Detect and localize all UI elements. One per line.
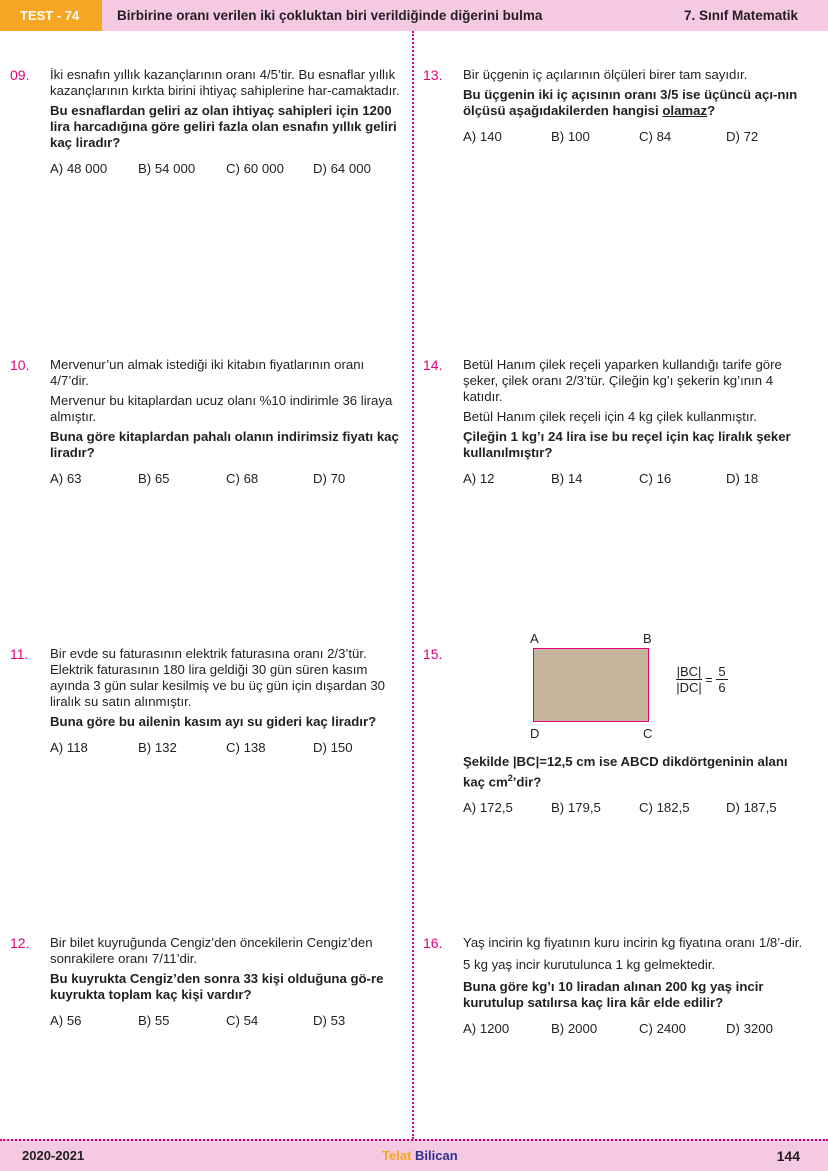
question-09 bbox=[10, 67, 400, 179]
option-b[interactable]: B) 100 bbox=[551, 129, 590, 144]
option-a[interactable]: A) 12 bbox=[463, 471, 495, 486]
answer-options bbox=[463, 1021, 813, 1039]
question-text: Mervenur bu kitaplardan ucuz olanı %10 indirimle 36 liraya almıştır. bbox=[50, 393, 393, 424]
page-header bbox=[0, 0, 828, 31]
page-footer bbox=[0, 1139, 828, 1171]
option-d[interactable]: D) 64 000 bbox=[313, 161, 371, 176]
question-text: Betül Hanım çilek reçeli için 4 kg çilek kullanmıştır. bbox=[463, 409, 757, 424]
question-number: 14. bbox=[423, 357, 443, 373]
question-number: 15. bbox=[423, 646, 443, 662]
column-divider bbox=[412, 31, 414, 1139]
option-d[interactable]: D) 70 bbox=[313, 471, 346, 486]
option-c[interactable]: C) 54 bbox=[226, 1013, 259, 1028]
option-b[interactable]: B) 14 bbox=[551, 471, 583, 486]
question-number: 11. bbox=[10, 646, 29, 662]
rectangle-abcd-figure bbox=[533, 648, 649, 722]
question-15 bbox=[463, 754, 813, 818]
option-b[interactable]: B) 65 bbox=[138, 471, 170, 486]
prompt-end: ? bbox=[707, 103, 716, 118]
option-a[interactable]: A) 48 000 bbox=[50, 161, 108, 176]
option-a[interactable]: A) 140 bbox=[463, 129, 502, 144]
question-number: 16. bbox=[423, 935, 443, 951]
vertex-label-a: A bbox=[530, 631, 539, 646]
option-c[interactable]: C) 182,5 bbox=[639, 800, 690, 816]
page-number: 144 bbox=[776, 1148, 800, 1164]
equals-sign: = bbox=[705, 672, 713, 687]
author-name bbox=[382, 1141, 458, 1171]
ratio-value-numerator: 5 bbox=[718, 664, 726, 679]
question-text: Yaş incirin kg fiyatının kuru incirin kg fiyatına oranı 1/8’-dir. bbox=[463, 935, 803, 950]
option-c[interactable]: C) 68 bbox=[226, 471, 259, 486]
vertex-label-b: B bbox=[643, 631, 652, 646]
test-badge: TEST - 74 bbox=[0, 0, 102, 31]
question-number: 09. bbox=[10, 67, 30, 83]
option-c[interactable]: C) 60 000 bbox=[226, 161, 284, 176]
prompt-start: Şekilde |BC|=12,5 cm ise ABCD dikdörtgeninin alanı kaç cm bbox=[463, 754, 788, 790]
option-c[interactable]: C) 138 bbox=[226, 740, 266, 755]
option-d[interactable]: D) 187,5 bbox=[726, 800, 777, 816]
question-text: Betül Hanım çilek reçeli yaparken kullandığı tarife göre şeker, çilek oranı 2/3’tür. Çileğin kg’ı şekerin kg’ının 4 katıdır. bbox=[463, 357, 782, 404]
question-prompt bbox=[463, 87, 813, 119]
answer-options bbox=[463, 471, 813, 489]
option-c[interactable]: C) 16 bbox=[639, 471, 672, 486]
question-prompt: Bu esnaflardan geliri az olan ihtiyaç sahipleri için 1200 lira harcadığına göre geliri fazla olan esnafın yıllık geliri kaç liradır? bbox=[50, 103, 397, 150]
option-a[interactable]: A) 172,5 bbox=[463, 800, 513, 816]
option-c[interactable]: C) 84 bbox=[639, 129, 672, 144]
ratio-fraction bbox=[676, 664, 702, 695]
answer-options bbox=[50, 161, 400, 179]
question-14 bbox=[423, 357, 813, 489]
question-prompt: Buna göre kitaplardan pahalı olanın indirimsiz fiyatı kaç liradır? bbox=[50, 429, 399, 460]
ratio-value-fraction bbox=[716, 664, 728, 695]
question-text: Mervenur’un almak istediği iki kitabın fiyatlarının oranı 4/7’dir. bbox=[50, 357, 365, 388]
answer-options bbox=[463, 800, 813, 818]
option-b[interactable]: B) 179,5 bbox=[551, 800, 601, 816]
question-12 bbox=[10, 935, 400, 1031]
prompt-end: ’dir? bbox=[512, 774, 542, 790]
question-prompt bbox=[463, 754, 813, 790]
ratio-value-denominator: 6 bbox=[716, 679, 728, 695]
prompt-start: Bu üçgenin iki iç açısının oranı 3/5 ise üçüncü açı-nın ölçüsü aşağıdakilerden hangisi bbox=[463, 87, 798, 118]
option-d[interactable]: D) 18 bbox=[726, 471, 759, 486]
option-d[interactable]: D) 150 bbox=[313, 740, 353, 755]
question-text: Bir üçgenin iç açılarının ölçüleri birer tam sayıdır. bbox=[463, 67, 748, 82]
option-b[interactable]: B) 54 000 bbox=[138, 161, 196, 176]
author-first-name: Telat bbox=[382, 1148, 412, 1163]
question-prompt: Çileğin 1 kg’ı 24 lira ise bu reçel için kaç liralık şeker kullanılmıştır? bbox=[463, 429, 791, 460]
question-number: 10. bbox=[10, 357, 30, 373]
ratio-denominator: |DC| bbox=[676, 680, 702, 695]
answer-options bbox=[50, 471, 400, 489]
question-text: Bir evde su faturasının elektrik faturasına oranı 2/3’tür. Elektrik faturasının 180 lira geldiği 30 gün süren kasım ayında 3 gün sular kesilmiş ve bu üç gün için dışardan 30 liralık su satın alınmıştır. bbox=[50, 646, 386, 709]
question-text: İki esnafın yıllık kazançlarının oranı 4/5’tir. Bu esnaflar yıllık kazançlarının kırkta birini ihtiyaç sahiplerine har-camaktadır. bbox=[50, 67, 400, 98]
option-b[interactable]: B) 132 bbox=[138, 740, 177, 755]
option-d[interactable]: D) 72 bbox=[726, 129, 759, 144]
school-year: 2020-2021 bbox=[22, 1148, 85, 1163]
question-prompt: Buna göre bu ailenin kasım ayı su gideri kaç liradır? bbox=[50, 714, 377, 729]
answer-options bbox=[50, 1013, 400, 1031]
squared-superscript: 2 bbox=[507, 773, 513, 783]
option-b[interactable]: B) 2000 bbox=[551, 1021, 598, 1036]
page-title: Birbirine oranı verilen iki çokluktan biri verildiğinde diğerini bulma bbox=[117, 8, 543, 23]
option-b[interactable]: B) 55 bbox=[138, 1013, 170, 1028]
answer-options bbox=[50, 740, 400, 758]
question-text: 5 kg yaş incir kurutulunca 1 kg gelmektedir. bbox=[463, 957, 716, 972]
option-a[interactable]: A) 1200 bbox=[463, 1021, 510, 1036]
question-text: Bir bilet kuyruğunda Cengiz’den öncekilerin Cengiz’den sonrakilere oranı 7/11’dir. bbox=[50, 935, 373, 966]
subject-label: 7. Sınıf Matematik bbox=[683, 8, 798, 23]
question-prompt: Buna göre kg’ı 10 liradan alınan 200 kg yaş incir kurutulup satılırsa kaç lira kâr elde edilir? bbox=[463, 979, 764, 1010]
option-a[interactable]: A) 56 bbox=[50, 1013, 82, 1028]
question-number: 12. bbox=[10, 935, 30, 951]
question-prompt: Bu kuyrukta Cengiz’den sonra 33 kişi olduğuna gö-re kuyrukta toplam kaç kişi vardır? bbox=[50, 971, 384, 1002]
question-11 bbox=[10, 646, 400, 758]
question-16 bbox=[423, 935, 813, 1039]
vertex-label-d: D bbox=[530, 726, 540, 741]
ratio-numerator: |BC| bbox=[676, 664, 702, 679]
option-d[interactable]: D) 53 bbox=[313, 1013, 346, 1028]
author-last-name: Bilican bbox=[415, 1148, 458, 1163]
prompt-underlined: olamaz bbox=[662, 103, 708, 118]
question-number: 13. bbox=[423, 67, 443, 83]
option-a[interactable]: A) 118 bbox=[50, 740, 88, 755]
option-c[interactable]: C) 2400 bbox=[639, 1021, 686, 1036]
option-d[interactable]: D) 3200 bbox=[726, 1021, 773, 1036]
question-13 bbox=[423, 67, 813, 147]
question-10 bbox=[10, 357, 400, 489]
option-a[interactable]: A) 63 bbox=[50, 471, 82, 486]
vertex-label-c: C bbox=[643, 726, 653, 741]
answer-options bbox=[463, 129, 813, 147]
